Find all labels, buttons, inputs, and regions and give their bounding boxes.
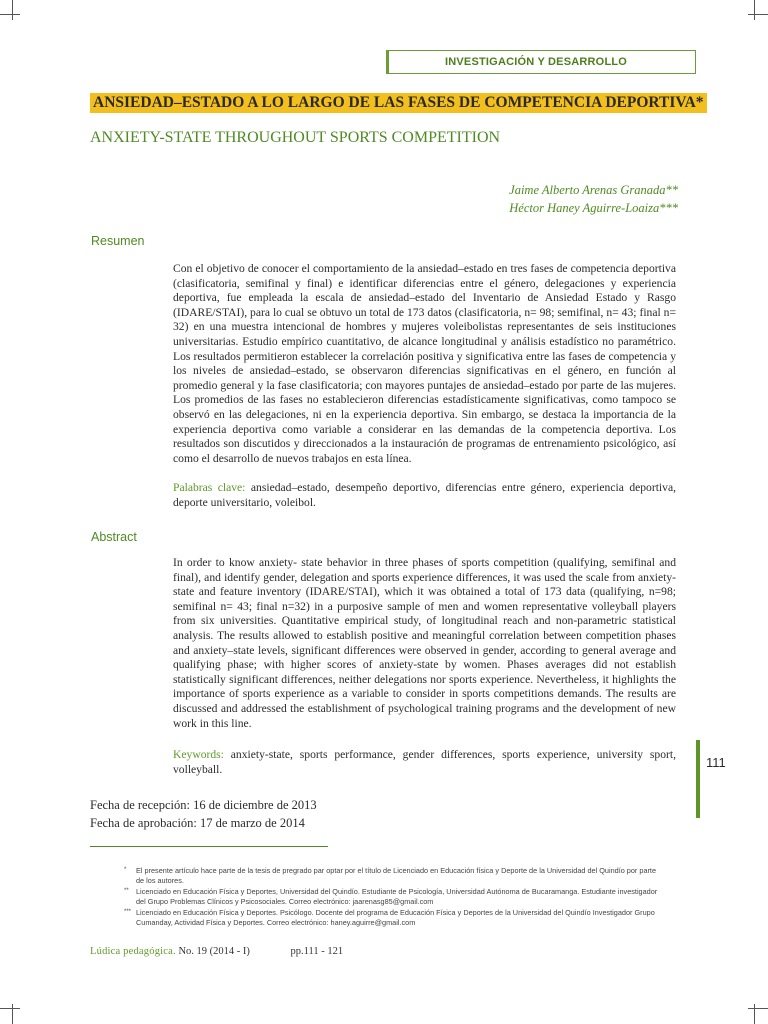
abstract-keywords	[173, 748, 676, 777]
keywords-label: Palabras clave:	[173, 481, 246, 494]
authors	[509, 181, 678, 217]
keywords-label: Keywords:	[173, 748, 224, 761]
abstract-text: In order to know anxiety- state behavior in three phases of sports competition (qualifying, semifinal and final), and identify gender, delegation and sports experience differences, it was used the scale from anxiety-state and feature inventory (IDARE/STAI), which it was obtained a total of 173 data (qualifying, n=98; semifinal n= 43; final n=32) in a purposive sample of men and women representative volleyball players from six universities. Quantitative empirical study, of longitudinal reach and non-parametric statistical analysis. The results allowed to establish positive and meaningful correlation between competition phases and anxiety–state levels, significant differences were observed in gender, according to general average and qualifying phase; with higher scores of anxiety-state by women. Phases averages did not establish statistically significant differences, neither delegations nor sports experience. Nevertheless, it highlights the importance of sports experience as a variable to consider in sports competitions demands. The results are discussed and addressed the establishment of psychological training programs and the development of new work in this line.	[173, 556, 676, 730]
page-range: pp.111 - 121	[290, 946, 344, 957]
author-2: Héctor Haney Aguirre-Loaiza***	[509, 201, 678, 215]
crop-mark	[754, 0, 755, 20]
footnotes	[124, 866, 664, 928]
resumen-text: Con el objetivo de conocer el comportamiento de la ansiedad–estado en tres fases de competencia deportiva (clasificatoria, semifinal y final) e identificar diferencias entre el género, delegaciones y experiencia deportiva, fue empleada la escala de ansiedad–estado del Inventario de Ansiedad Estado y Rasgo (IDARE/STAI), para lo cual se obtuvo un total de 173 datos (clasificatoria, n= 98; semifinal, n= 43; final n= 32) en una muestra intencional de hombres y mujeres voleibolistas representantes de seis instituciones universitarias. Estudio empírico cuantitativo, de alcance longitudinal y análisis estadístico no paramétrico. Los resultados permitieron establecer la correlación positiva y significativa entre las fases de competencia y los niveles de ansiedad–estado, se observaron diferencias significativas en el género, en función al promedio general y la fase clasificatoria; con mayores puntajes de ansiedad–estado por parte de las mujeres. Los promedios de las fases no establecieron diferencias estadísticamente significativas, como tampoco se observó en las delegaciones, ni en la experiencia deportiva. Sin embargo, se destaca la importancia de la experiencia deportiva como variable a considerar en las demandas de la competencia deportiva. Los resultados son discutidos y direccionados a la instauración de programas de entrenamiento psicológico, así como el desarrollo de nuevos trabajos en esta línea.	[173, 262, 676, 465]
page-accent-bar	[696, 740, 700, 818]
crop-mark	[12, 1004, 13, 1024]
page-footer	[90, 946, 343, 957]
crop-mark	[748, 1008, 768, 1009]
journal-issue: No. 19 (2014 - I)	[178, 946, 250, 957]
resumen-heading: Resumen	[91, 234, 145, 248]
crop-mark	[0, 1008, 20, 1009]
crop-mark	[0, 14, 20, 15]
footnote-text: Licenciado en Educación Física y Deportes, Universidad del Quindío. Estudiante de Psicología, Universidad Autónoma de Bucaramanga. Estudiante investigador del Grupo Problemas Clínicos y Psicosociales. Correo electrónico: jaarenasg85@gmail.com	[136, 886, 658, 907]
received-date: Fecha de recepción: 16 de diciembre de 2013	[90, 798, 317, 812]
footnote-mark: *	[124, 867, 127, 873]
footnote-mark: **	[124, 887, 129, 894]
abstract-heading: Abstract	[91, 530, 137, 544]
footnote-mark: ***	[124, 908, 132, 915]
footnote	[124, 866, 664, 887]
footnote	[124, 887, 664, 908]
resumen-keywords	[173, 481, 676, 510]
footnote-divider	[90, 846, 328, 847]
page-number: 111	[706, 755, 726, 770]
approved-date: Fecha de aprobación: 17 de marzo de 2014	[90, 816, 305, 830]
keywords-value: anxiety-state, sports performance, gender differences, sports experience, university sport, volleyball.	[173, 748, 676, 776]
crop-mark	[754, 1004, 755, 1024]
author-1: Jaime Alberto Arenas Granada**	[509, 183, 678, 197]
dates	[90, 796, 317, 832]
crop-mark	[12, 0, 13, 20]
article-title-english: ANXIETY-STATE THROUGHOUT SPORTS COMPETITION	[90, 129, 501, 146]
footnote-text: El presente artículo hace parte de la tesis de pregrado par optar por el título de Licenciado en Educación física y Deporte de la Universidad del Quindío por parte de los autores.	[136, 866, 657, 886]
article-title-spanish: ANSIEDAD–ESTADO A LO LARGO DE LAS FASES DE COMPETENCIA DEPORTIVA*	[90, 93, 707, 113]
section-label: INVESTIGACIÓN Y DESARROLLO	[386, 50, 696, 74]
footnote	[124, 908, 664, 929]
footnote-text: Licenciado en Educación Física y Deportes. Psicólogo. Docente del programa de Educación Física y Deportes de la Universidad del Quindío Investigador Grupo Cumanday, Actividad Física y Deportes. Correo electrónico: haney.aguirre@gmail.com	[136, 907, 655, 928]
journal-name: Lúdica pedagógica.	[90, 946, 176, 957]
crop-mark	[748, 14, 768, 15]
keywords-value: ansiedad–estado, desempeño deportivo, diferencias entre género, experiencia deportiva, deporte universitario, voleibol.	[173, 481, 676, 509]
